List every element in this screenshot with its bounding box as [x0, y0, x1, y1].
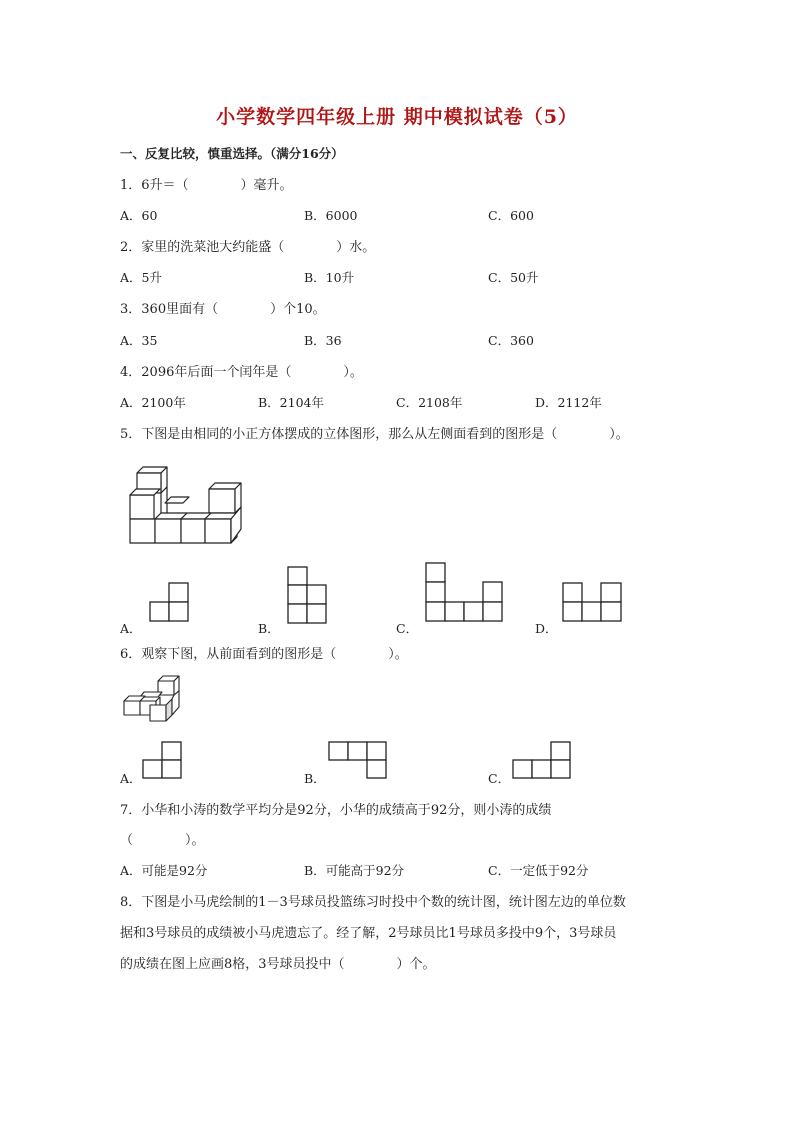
question-8-line-2: 据和3号球员的成绩被小马虎遗忘了。经了解，2号球员比1号球员多投中9个，3号球员 [120, 926, 617, 941]
q7-option-c[interactable]: C．一定低于92分 [488, 863, 589, 878]
question-4: 4．2096年后面一个闰年是（ ）。 [120, 365, 363, 380]
q5-option-d[interactable]: D． [535, 621, 558, 636]
q6-cube-figure [120, 675, 190, 725]
question-8-line-1: 8．下图是小马虎绘制的1－3号球员投篮练习时投中个数的统计图，统计图左边的单位数 [120, 895, 626, 910]
q5-option-a-shape[interactable] [148, 582, 193, 622]
q6-option-b-shape[interactable] [328, 741, 390, 781]
q2-option-b[interactable]: B．10升 [304, 270, 355, 285]
q5-cube-figure [125, 463, 255, 553]
q7-option-a[interactable]: A．可能是92分 [120, 863, 208, 878]
q7-option-b[interactable]: B．可能高于92分 [304, 863, 405, 878]
q5-option-b[interactable]: B． [258, 621, 280, 636]
q2-option-c[interactable]: C．50升 [488, 270, 539, 285]
q2-option-a[interactable]: A．5升 [120, 270, 162, 285]
q6-option-c-shape[interactable] [512, 741, 574, 781]
q4-option-b[interactable]: B．2104年 [258, 395, 324, 410]
question-7-blank: （ ）。 [120, 833, 205, 848]
q1-option-c[interactable]: C．600 [488, 208, 534, 223]
q5-option-b-shape[interactable] [286, 566, 331, 626]
q6-option-a[interactable]: A． [120, 771, 142, 786]
question-5: 5．下图是由相同的小正方体摆成的立体图形，那么从左侧面看到的图形是（ ）。 [120, 427, 629, 442]
question-6: 6．观察下图，从前面看到的图形是（ ）。 [120, 647, 408, 662]
q1-option-b[interactable]: B．6000 [304, 208, 358, 223]
q5-option-d-shape[interactable] [561, 581, 627, 623]
question-8-line-3: 的成绩在图上应画8格，3号球员投中（ ）个。 [120, 957, 436, 972]
q6-option-b[interactable]: B． [304, 771, 326, 786]
q3-option-c[interactable]: C．360 [488, 333, 534, 348]
q5-option-c[interactable]: C． [396, 621, 419, 636]
q4-option-c[interactable]: C．2108年 [396, 395, 463, 410]
question-7: 7．小华和小涛的数学平均分是92分，小华的成绩高于92分，则小涛的成绩 [120, 803, 552, 818]
q3-option-a[interactable]: A．35 [120, 333, 158, 348]
page-title: 小学数学四年级上册 期中模拟试卷（5） [216, 106, 578, 128]
q6-option-a-shape[interactable] [142, 741, 187, 781]
q5-option-a[interactable]: A． [120, 621, 142, 636]
q5-option-c-shape[interactable] [424, 562, 509, 624]
q4-option-d[interactable]: D．2112年 [535, 395, 602, 410]
question-3: 3．360里面有（ ）个10。 [120, 302, 326, 317]
section-heading: 一、反复比较，慎重选择。（满分16分） [120, 146, 344, 161]
question-1: 1．6升＝（ ）毫升。 [120, 178, 293, 193]
q6-option-c[interactable]: C． [488, 771, 511, 786]
question-2: 2．家里的洗菜池大约能盛（ ）水。 [120, 240, 376, 255]
q1-option-a[interactable]: A．60 [120, 208, 158, 223]
q4-option-a[interactable]: A．2100年 [120, 395, 186, 410]
q3-option-b[interactable]: B．36 [304, 333, 342, 348]
